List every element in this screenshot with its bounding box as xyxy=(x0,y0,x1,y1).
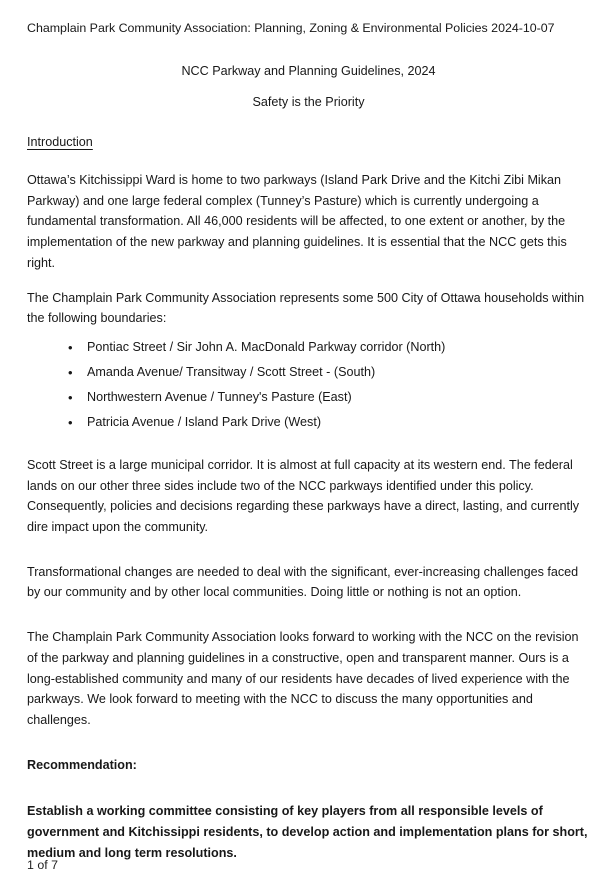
list-item xyxy=(27,360,590,385)
paragraph-boundaries-lead: The Champlain Park Community Association represents some 500 City of Ottawa households within the following boundaries: xyxy=(27,290,585,326)
list-item xyxy=(27,410,590,435)
list-item xyxy=(27,335,590,360)
bullet-icon: • xyxy=(68,339,73,355)
section-heading-introduction: Introduction xyxy=(27,135,93,149)
document-title: NCC Parkway and Planning Guidelines, 2024 xyxy=(181,64,436,78)
section-heading-wrap xyxy=(27,132,590,161)
bullet-icon: • xyxy=(68,389,73,405)
bullet-icon: • xyxy=(68,364,73,380)
recommendation-label: Recommendation: xyxy=(27,757,137,772)
paragraph-looking-forward: The Champlain Park Community Association looks forward to working with the NCC on the revision of the parkway and planning guidelines in a constructive, open and transparent manner. Ours is a long-established community and many of our residents have decades of lived experience with the parkways. We look forward to meeting with the NCC to discuss the many opportunities and challenges. xyxy=(27,630,579,727)
bullet-icon: • xyxy=(68,414,73,430)
list-item-label: Northwestern Avenue / Tunney's Pasture (East) xyxy=(87,389,352,404)
list-item-label: Patricia Avenue / Island Park Drive (West) xyxy=(87,414,322,429)
boundaries-list xyxy=(27,335,590,435)
list-item-label: Pontiac Street / Sir John A. MacDonald Parkway corridor (North) xyxy=(87,339,446,354)
page-number-indicator: 1 of 7 xyxy=(27,858,59,872)
list-item-label: Amanda Avenue/ Transitway / Scott Street - (South) xyxy=(87,364,376,379)
document-header-line: Champlain Park Community Association: Planning, Zoning & Environmental Policies 2024-10-07 xyxy=(27,21,555,35)
paragraph-scott-street: Scott Street is a large municipal corridor. It is almost at full capacity at its western end. The federal lands on our other three sides include two of the NCC parkways identified under this policy. Consequently, policies and decisions regarding these parkways have a direct, lasting, and currently dire impact upon the community. xyxy=(27,457,580,535)
document-body xyxy=(27,18,590,863)
document-subtitle: Safety is the Priority xyxy=(252,95,365,109)
paragraph-intro: Ottawa’s Kitchissippi Ward is home to two parkways (Island Park Drive and the Kitchi Zibi Mikan Parkway) and one large federal complex (Tunney’s Pasture) which is currently undergoing a fundamental transformation. All 46,000 residents will be affected, to one extent or another, by the implementation of the new parkway and planning guidelines. It is essential that the NCC gets this right. xyxy=(27,173,567,270)
paragraph-transformational: Transformational changes are needed to deal with the significant, ever-increasing challenges faced by our community and by other local communities. Doing little or nothing is not an option. xyxy=(27,564,579,600)
recommendation-text: Establish a working committee consisting of key players from all responsible levels of government and Kitchissippi residents, to develop action and implementation plans for short, medium and long term resolutions. xyxy=(27,804,588,860)
list-item xyxy=(27,385,590,410)
